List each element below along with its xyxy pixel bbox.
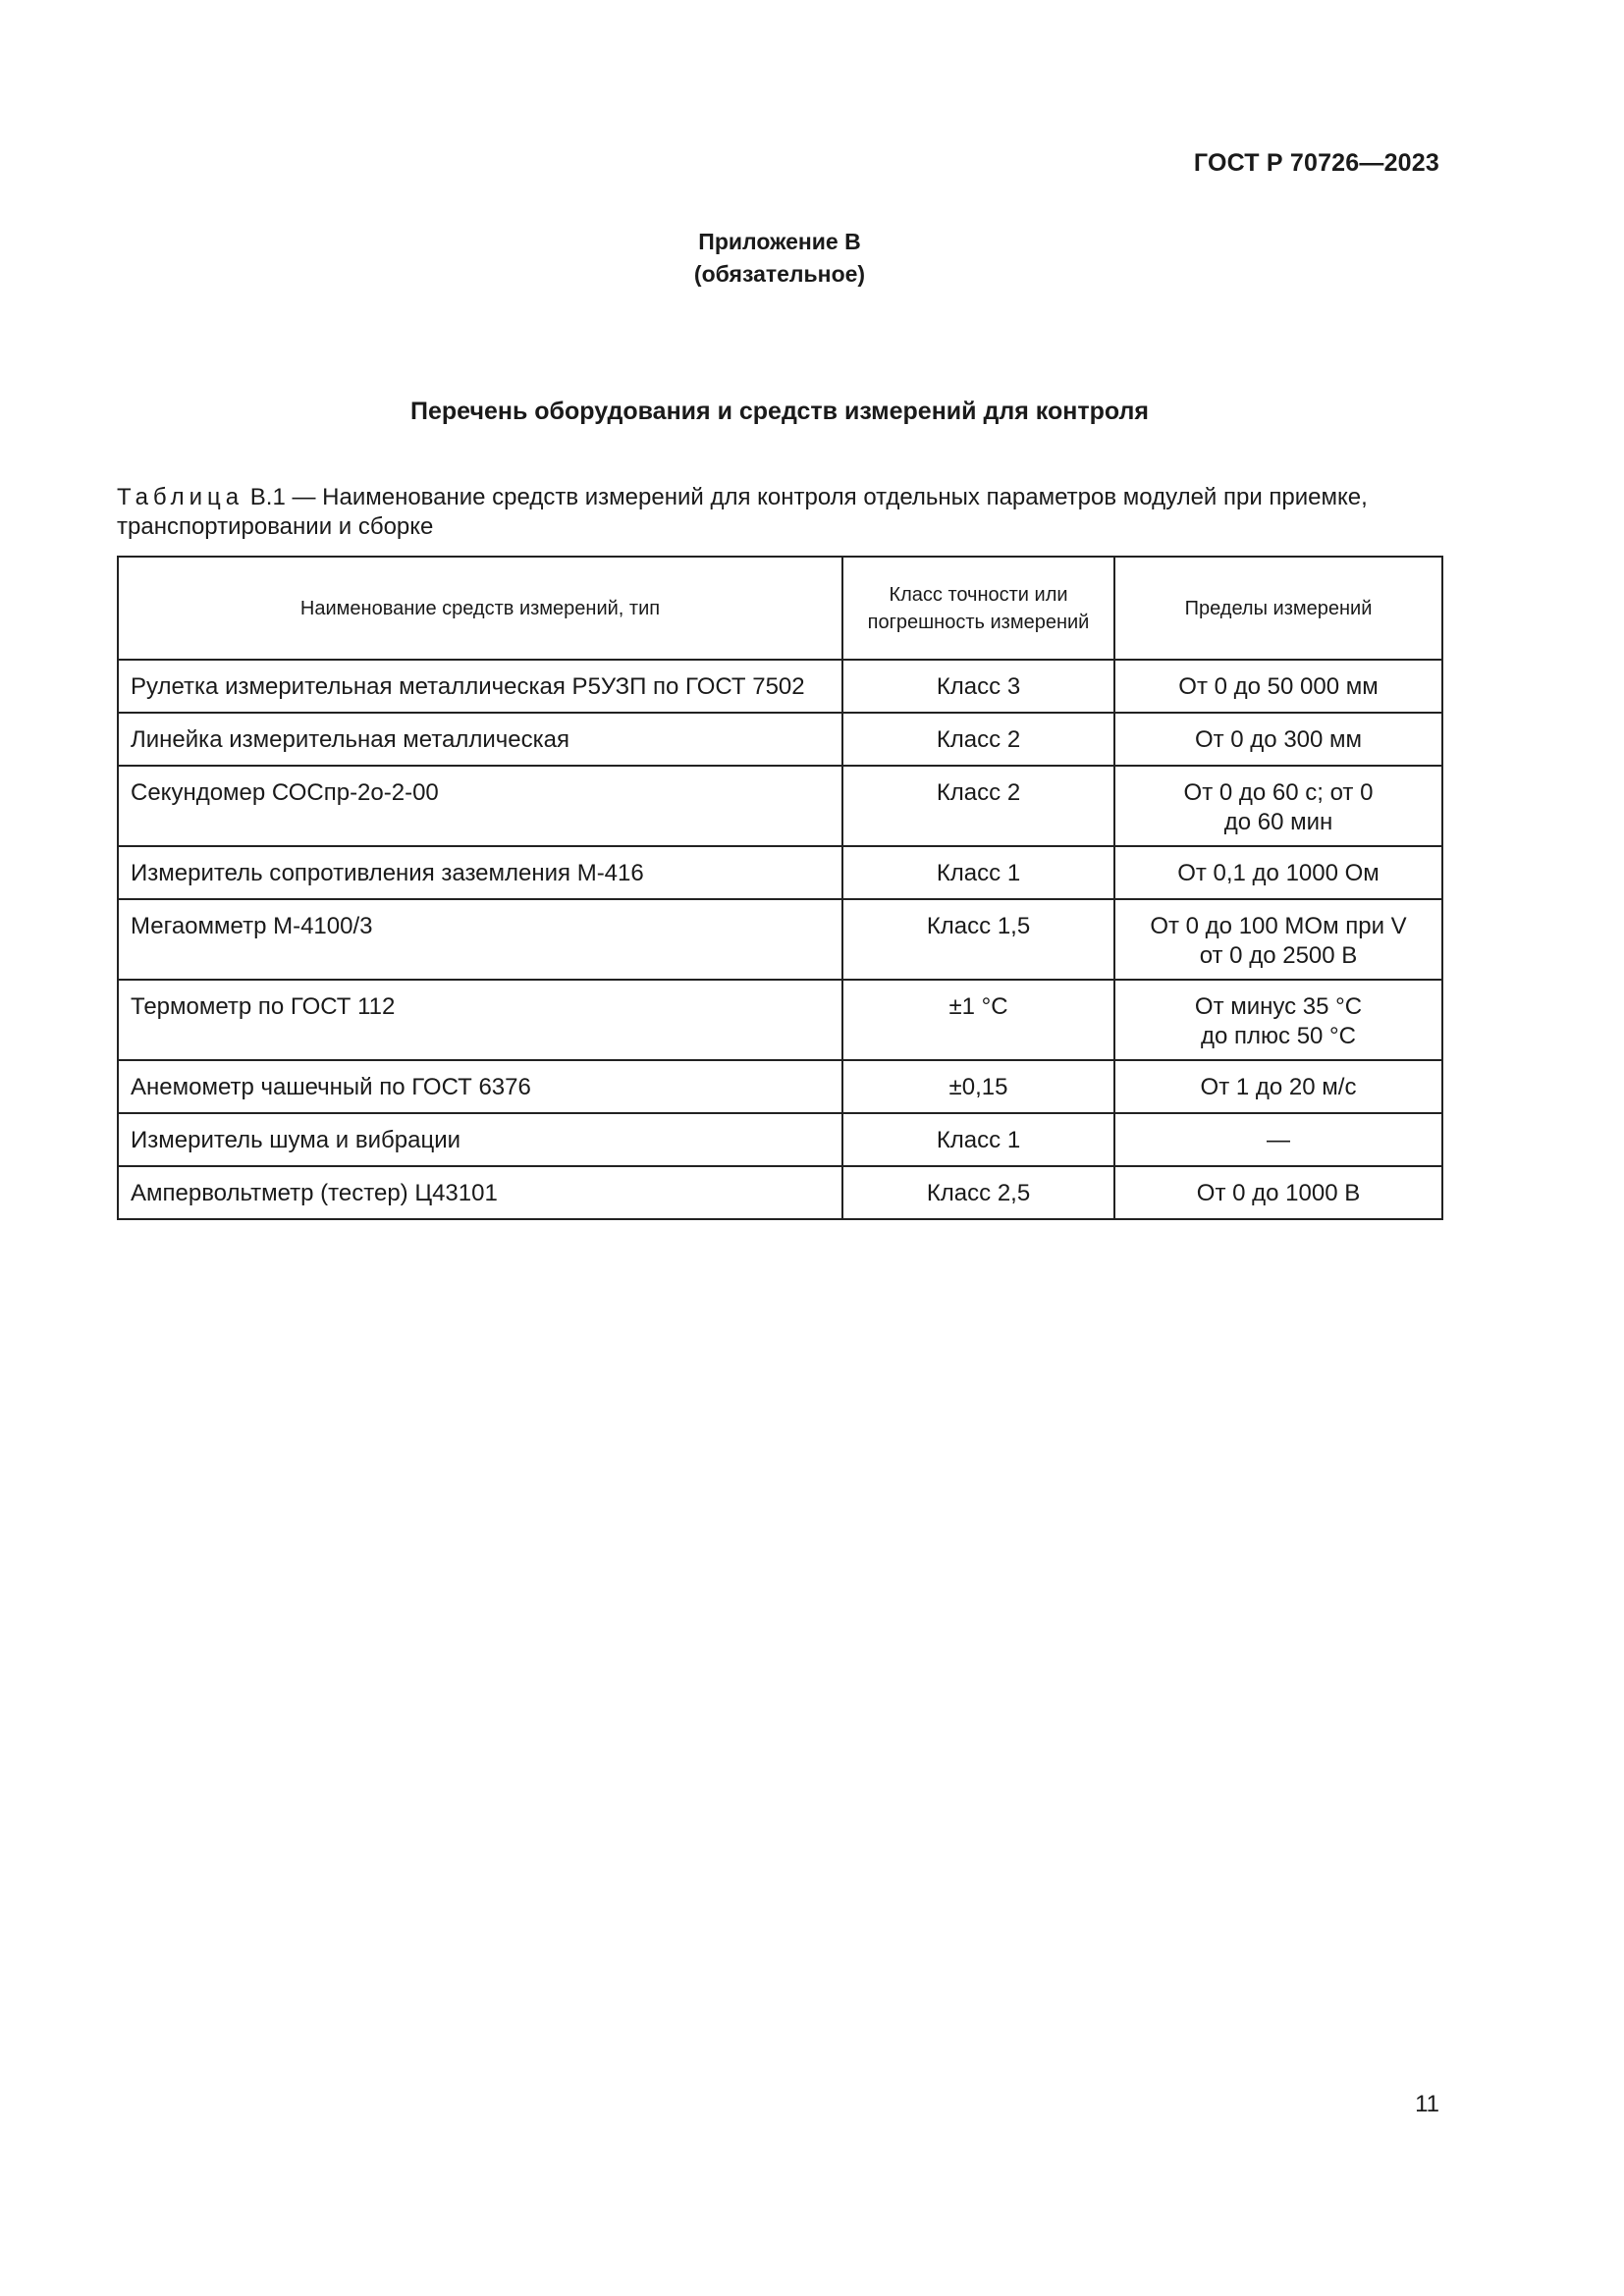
cell-range [1114,1060,1442,1113]
header-range: Пределы измерений [1114,557,1442,660]
annex-title: Приложение В [698,229,861,254]
table-row [118,1060,1442,1113]
cell-name: Измеритель сопротивления заземления М-416 [118,846,842,899]
cell-accuracy: Класс 1 [842,1113,1114,1166]
cell-accuracy: Класс 3 [842,660,1114,713]
table-row [118,660,1442,713]
cell-range-line: От минус 35 °С [1194,993,1363,1020]
cell-range-line: От 0 до 100 МОм при V [1150,913,1407,939]
cell-range [1114,899,1442,980]
table-row [118,1166,1442,1219]
table-caption [117,483,1442,542]
cell-range [1114,660,1442,713]
annex-status: (обязательное) [693,261,866,287]
cell-range-line: от 0 до 2500 В [1199,942,1358,969]
cell-accuracy: Класс 1 [842,846,1114,899]
cell-range-line: От 0 до 300 мм [1194,726,1363,753]
document-code: ГОСТ Р 70726—2023 [1193,149,1439,177]
cell-accuracy: ±1 °С [842,980,1114,1060]
cell-accuracy: Класс 2 [842,766,1114,846]
header-accuracy: Класс точности или погрешность измерений [842,557,1114,660]
table-row [118,766,1442,846]
cell-range [1114,980,1442,1060]
cell-range [1114,1166,1442,1219]
cell-name: Рулетка измерительная металлическая Р5УЗП по ГОСТ 7502 [118,660,842,713]
table-caption-label: Таблица [117,484,244,510]
cell-name: Линейка измерительная металлическая [118,713,842,766]
cell-name: Мегаомметр М-4100/3 [118,899,842,980]
cell-range-line: до 60 мин [1223,809,1333,835]
table-caption-text-cont: транспортировании и сборке [117,513,434,540]
table-row [118,980,1442,1060]
table-row [118,899,1442,980]
cell-accuracy: ±0,15 [842,1060,1114,1113]
cell-name: Ампервольтметр (тестер) Ц43101 [118,1166,842,1219]
cell-range-line: От 0 до 1000 В [1196,1180,1361,1206]
cell-accuracy: Класс 2,5 [842,1166,1114,1219]
table-caption-text: В.1 — Наименование средств измерений для контроля отдельных параметров модулей при приемке, [249,484,1368,510]
table-header-row [118,557,1442,660]
cell-range [1114,713,1442,766]
cell-accuracy: Класс 2 [842,713,1114,766]
cell-range-line: — [1267,1127,1290,1153]
cell-range-line: до плюс 50 °С [1201,1023,1356,1049]
cell-name: Анемометр чашечный по ГОСТ 6376 [118,1060,842,1113]
cell-name: Измеритель шума и вибрации [118,1113,842,1166]
section-title: Перечень оборудования и средств измерений для контроля [410,398,1149,425]
cell-range-line: От 0,1 до 1000 Ом [1177,860,1380,886]
cell-range-line: От 0 до 60 с; от 0 [1183,779,1374,806]
page-number: 11 [1415,2091,1439,2117]
header-name: Наименование средств измерений, тип [118,557,842,660]
table-row [118,846,1442,899]
measurement-table [117,556,1443,1220]
cell-range-line: От 0 до 50 000 мм [1178,673,1379,700]
cell-range [1114,1113,1442,1166]
table-row [118,1113,1442,1166]
cell-range [1114,766,1442,846]
cell-range [1114,846,1442,899]
annex-heading [0,226,1559,291]
table-row [118,713,1442,766]
cell-name: Секундомер СОСпр-2о-2-00 [118,766,842,846]
cell-range-line: От 1 до 20 м/с [1200,1074,1357,1100]
cell-accuracy: Класс 1,5 [842,899,1114,980]
cell-name: Термометр по ГОСТ 112 [118,980,842,1060]
